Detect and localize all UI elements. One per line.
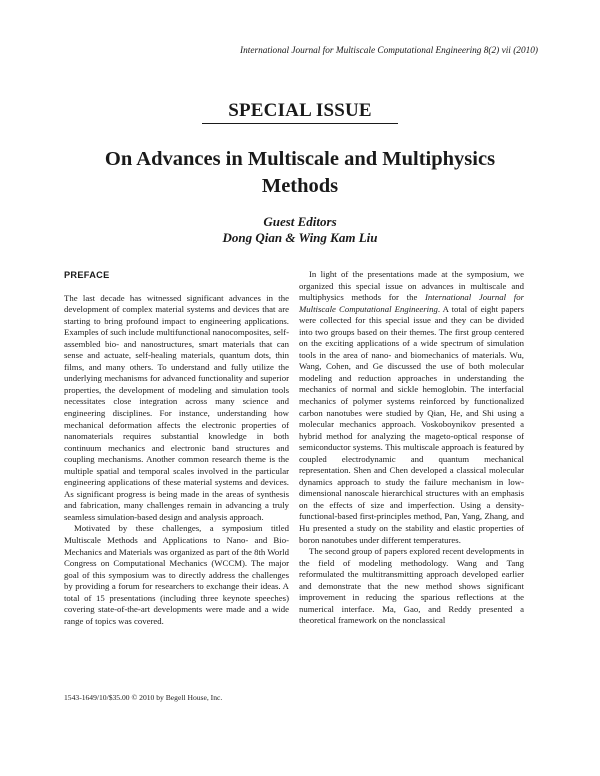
left-column [64, 270, 289, 627]
paragraph-3-text-start: In light of the presentations made at the symposium, we organized this special issue on advances in multiscale and multiphysics methods for the [299, 269, 524, 303]
running-head: International Journal for Multiscale Computational Engineering 8(2) vii (2010) [240, 46, 538, 56]
preface-paragraph-4: The second group of papers explored recent developments in the field of modeling methodology. Wang and Tang reformulated the multitransmitting approach developed earlier and demonstrate that the new method shows significant improvement in reducing the sparious reflections at the numerical interface. Ma, Gao, and Reddy presented a theoretical framework on the nonclassical [299, 546, 524, 626]
special-issue-banner [0, 100, 600, 124]
preface-paragraph-3 [299, 269, 524, 546]
preface-paragraph-1: The last decade has witnessed significant advances in the development of complex material systems and devices that are starting to bring profound impact to engineering applications. Examples of such include multifunctional nanocomposites, self-assembled bio- and nanostructures, smart materials that can sense and actuate, self-healing materials, quantum dots, thin films, and many others. To understand and fully utilize the underlying mechanisms for advanced functionality and superior properties, the development of modeling and simulation tools necessitates close integration across many science and engineering disciplines. For instance, understanding how mechanical deformation affects the electronic properties of nanomaterials requires substantial knowledge in both continuum mechanics and electronic band structures and coupling mechanisms. Another common research theme is the multiple spatial and temporal scales involved in the particular engineering applications of these material systems and devices. As significant progress is being made in the areas of synthesis and fabrication, many challenges remain in advancing a truly seamless simulation-based design and analysis approach. [64, 292, 289, 522]
paragraph-3-text-end: . A total of eight papers were collected for this special issue and they can be divided into two groups based on their themes. The first group centered on the exciting applications of a wide spectrum of simulation tools in the area of nano- and biomechanics of materials. Wu, Wang, Cohen, and Ge discussed the use of both molecular modeling and reduction approaches in understanding the mechanics of normal and sickle hemoglobin. The interfacial mechanics of polymer systems reinforced by functionalized carbon nanotubes were studied by Qian, He, and Shi using a molecular mechanics approach. Voskoboynikov presented a hybrid method for analyzing the mageto-optical response of semiconductor systems. This multiscale approach is featured by coupled electrodynamic and quantum mechanical representation. Shen and Chen developed a classical molecular dynamics approach to study the failure mechanism in low-dimensional nanoscale hierarchical structures with an emphasis on the effects of size and imperfection. Using a density-functional-based first-principles method, Pan, Yang, Zhang, and Hu presented a study on the stability and elastic properties of boron nanotubes under different temperatures. [299, 303, 524, 545]
preface-paragraph-2: Motivated by these challenges, a symposium titled Multiscale Methods and Applications to Nano- and Bio-Mechanics and Materials was organized as part of the 8th World Congress on Computational Mechanics (WCCM). The major goal of this symposium was to directly address the challenges by providing a forum for researchers to exchange their ideas. A total of 15 presentations (including three keynote speeches) covering state-of-the-art developments were made and a wide range of topics was covered. [64, 523, 289, 626]
special-issue-label: SPECIAL ISSUE [202, 100, 398, 124]
guest-editors-names: Dong Qian & Wing Kam Liu [222, 230, 378, 245]
article-title: On Advances in Multiscale and Multiphysics Methods [104, 148, 496, 197]
copyright-footer: 1543-1649/10/$35.00 © 2010 by Begell House, Inc. [64, 693, 223, 702]
right-column [299, 269, 524, 627]
journal-name: International Journal for Multiscale Computational Engineering [299, 292, 524, 314]
preface-heading: PREFACE [64, 270, 110, 280]
guest-editors-label: Guest Editors [263, 214, 337, 229]
